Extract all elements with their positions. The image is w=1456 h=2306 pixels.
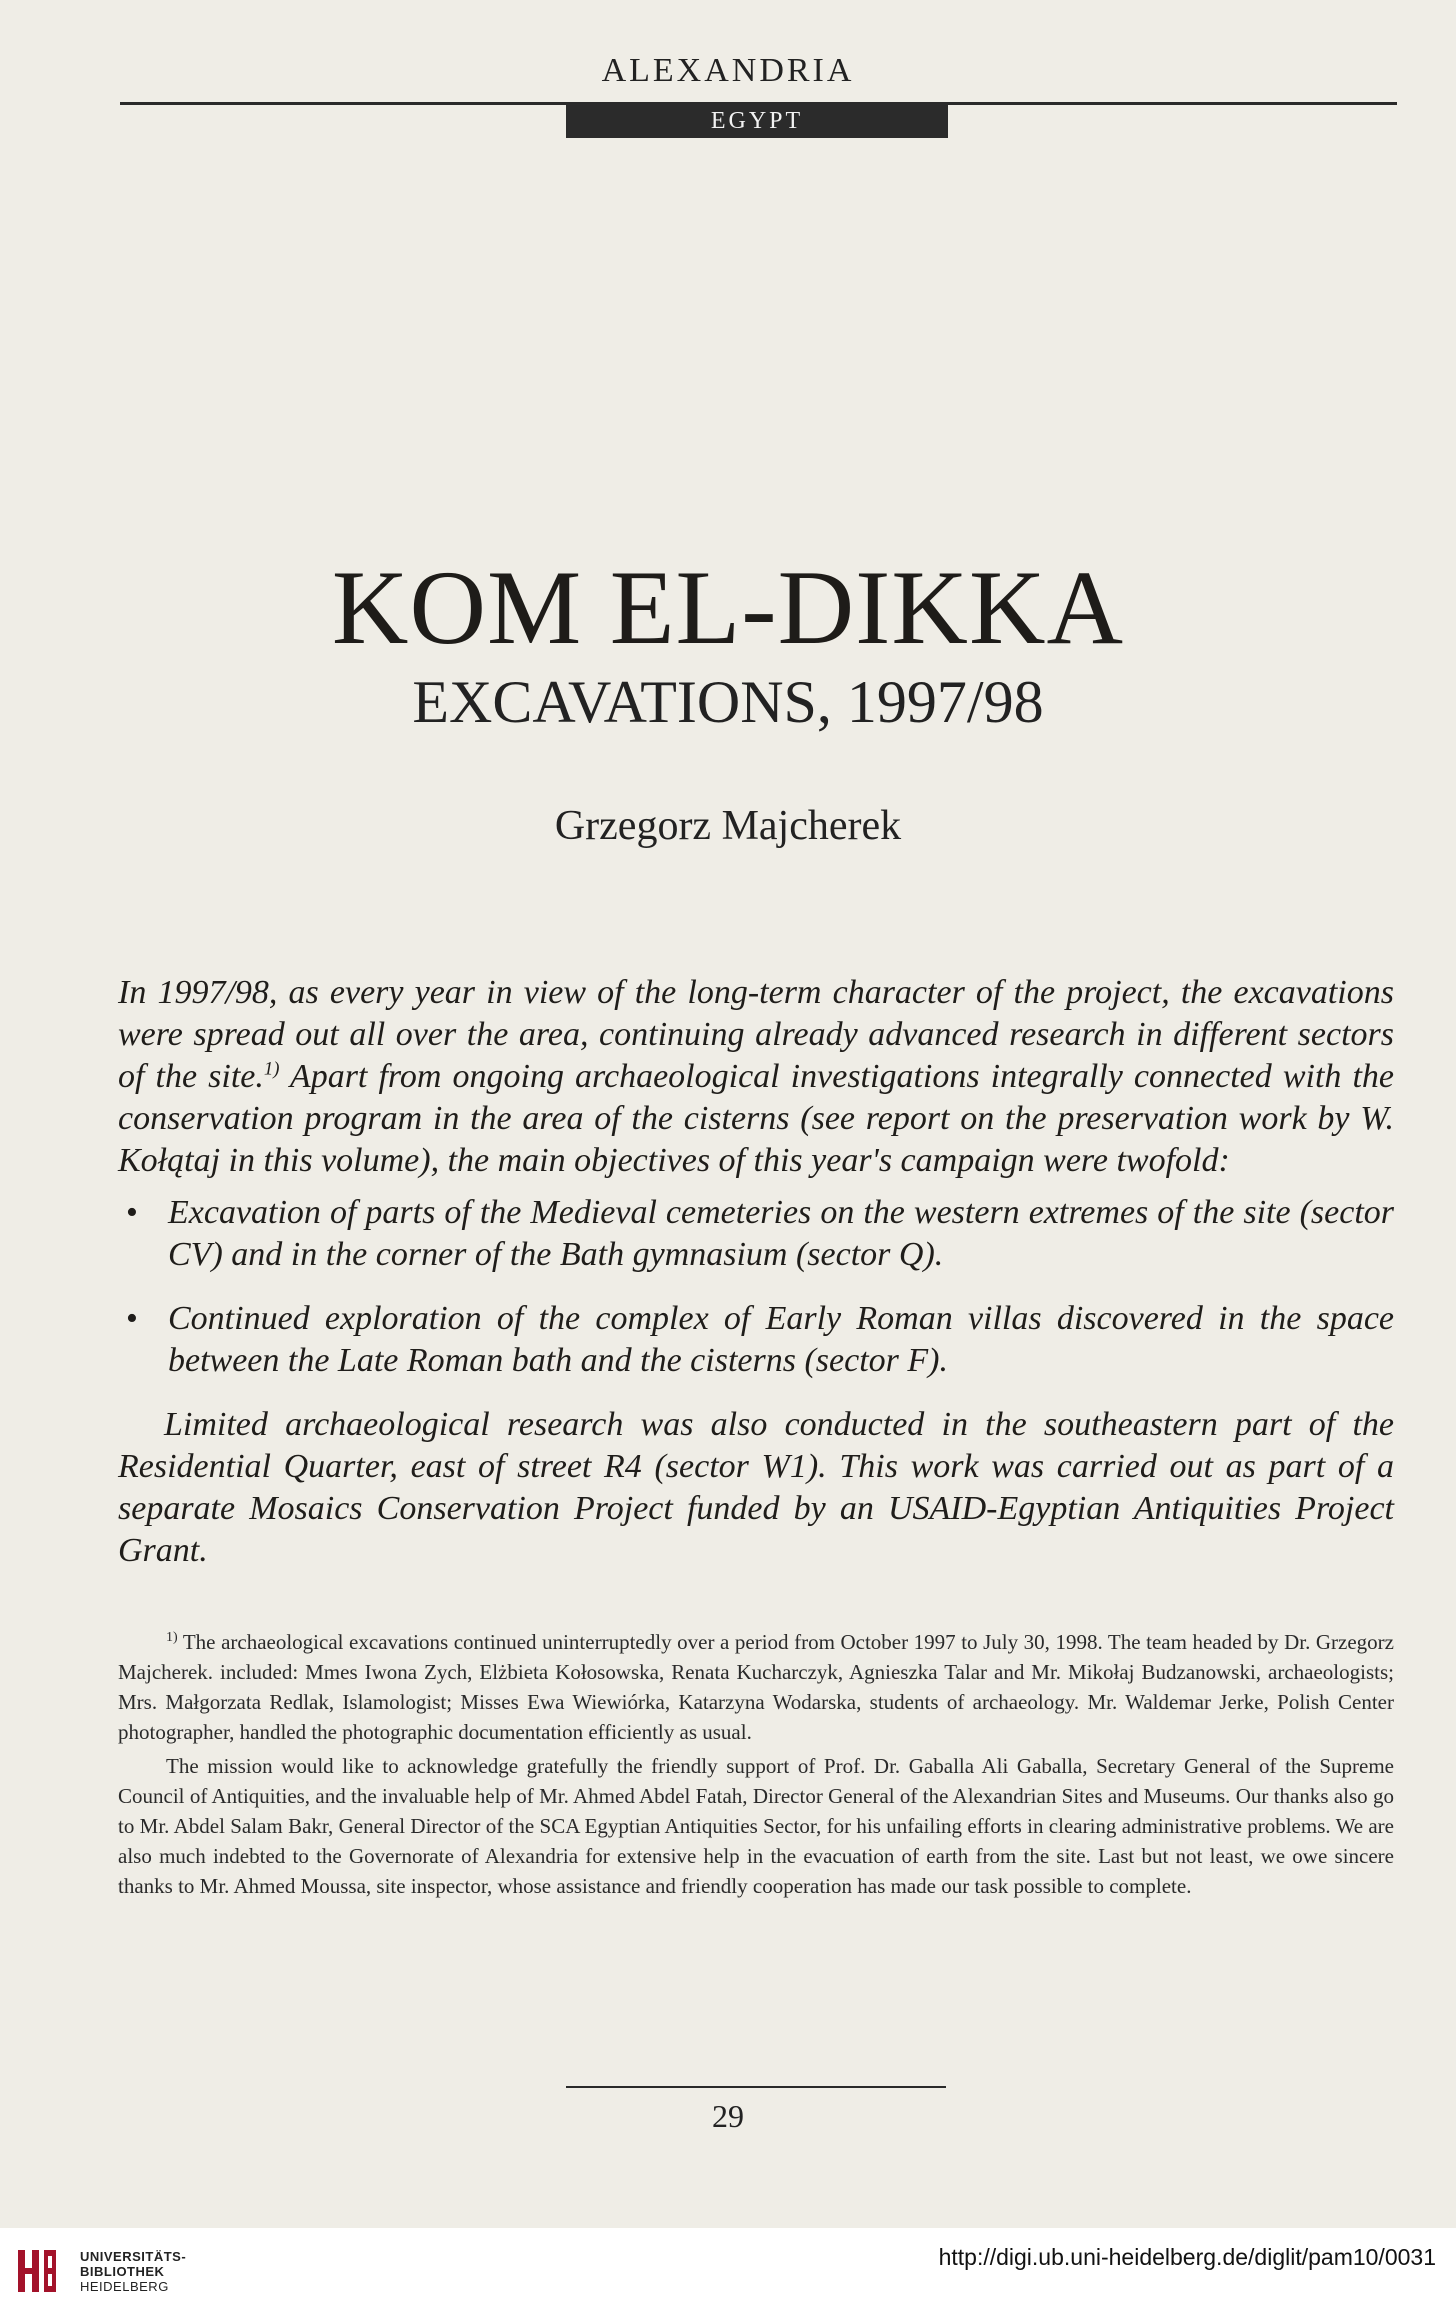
article-author: Grzegorz Majcherek [554, 803, 902, 849]
footnote-text: The archaeological excavations continued uninterruptedly over a period from October 1997 to July 30, 1998. The team headed by Dr. Grzegorz Majcherek. included: Mmes Iwona Zych, Elżbieta Kołosowska, Renata Kucharczyk, Agnieszka Talar and Mr. Mikołaj Budzanowski, archaeologists; Mrs. Małgorzata Redlak, Islamologist; Misses Ewa Wiewiórka, Katarzyna Wodarska, students of archaeology. Mr. Waldemar Jerke, Polish Center photographer, handled the photographic documentation efficiently as usual. [118, 1630, 1394, 1744]
footnote-mark: 1) [166, 1630, 178, 1645]
list-item [118, 1192, 1394, 1276]
library-logo-icon[interactable] [10, 2244, 64, 2298]
article-title: KOM EL-DIKKA [331, 549, 1125, 666]
bullet-text: Excavation of parts of the Medieval cemeteries on the western extremes of the site (sector CV) and in the corner of the Bath gymnasium (sector Q). [168, 1194, 1394, 1273]
page-number: 29 [712, 2098, 744, 2134]
footnotes [118, 1627, 1394, 1905]
abstract-intro-text: In 1997/98, as every year in view of the long-term character of the project, the excavations were spread out all over the area, continuing already advanced research in different sectors of the site. [118, 974, 1394, 1095]
abstract-intro-continued: Apart from ongoing archaeological investigations integrally connected with the conservation program in the area of the cisterns (see report on the preservation work by W. Kołątaj in this volume), the main objectives of this year's campaign were twofold: [118, 1058, 1395, 1179]
footnote-reference[interactable]: 1) [263, 1058, 280, 1080]
bullet-icon: • [126, 1300, 138, 1337]
abstract-intro [118, 972, 1394, 1182]
country-label: EGYPT [566, 104, 948, 138]
running-head: ALEXANDRIA [601, 52, 855, 89]
library-name [80, 2249, 186, 2294]
list-item [118, 1298, 1394, 1382]
abstract-closing: Limited archaeological research was also conducted in the southeastern part of the Residential Quarter, east of street R4 (sector W1). This work was carried out as part of a separate Mosaics Conservation Project funded by an USAID-Egyptian Antiquities Project Grant. [118, 1406, 1394, 1569]
acknowledgements-paragraph: The mission would like to acknowledge gratefully the friendly support of Prof. Dr. Gaballa Ali Gaballa, Secretary General of the Supreme Council of Antiquities, and the invaluable help of Mr. Ahmed Abdel Fatah, Director General of the Alexandrian Sites and Museums. Our thanks also go to Mr. Abdel Salam Bakr, General Director of the SCA Egyptian Antiquities Sector, for his unfailing efforts in clearing administrative problems. We are also much indebted to the Governorate of Alexandria for extensive help in the evacuation of earth from the site. Last but not least, we owe sincere thanks to Mr. Ahmed Moussa, site inspector, whose assistance and friendly cooperation has made our task possible to complete. [118, 1754, 1394, 1898]
bullet-icon: • [126, 1194, 138, 1231]
footnote-paragraph [118, 1627, 1394, 1747]
footer-rule [566, 2086, 946, 2088]
source-url-link[interactable]: http://digi.ub.uni-heidelberg.de/diglit/pam10/0031 [938, 2244, 1436, 2270]
library-name-line: UNIVERSITÄTS- [80, 2249, 187, 2264]
library-name-line: BIBLIOTHEK [80, 2264, 165, 2279]
bullet-text: Continued exploration of the complex of Early Roman villas discovered in the space between the Late Roman bath and the cisterns (sector F). [168, 1300, 1394, 1379]
abstract [118, 972, 1394, 1582]
digitization-footer [0, 2228, 1456, 2306]
library-name-line: HEIDELBERG [80, 2279, 169, 2294]
article-subtitle: EXCAVATIONS, 1997/98 [412, 669, 1044, 735]
